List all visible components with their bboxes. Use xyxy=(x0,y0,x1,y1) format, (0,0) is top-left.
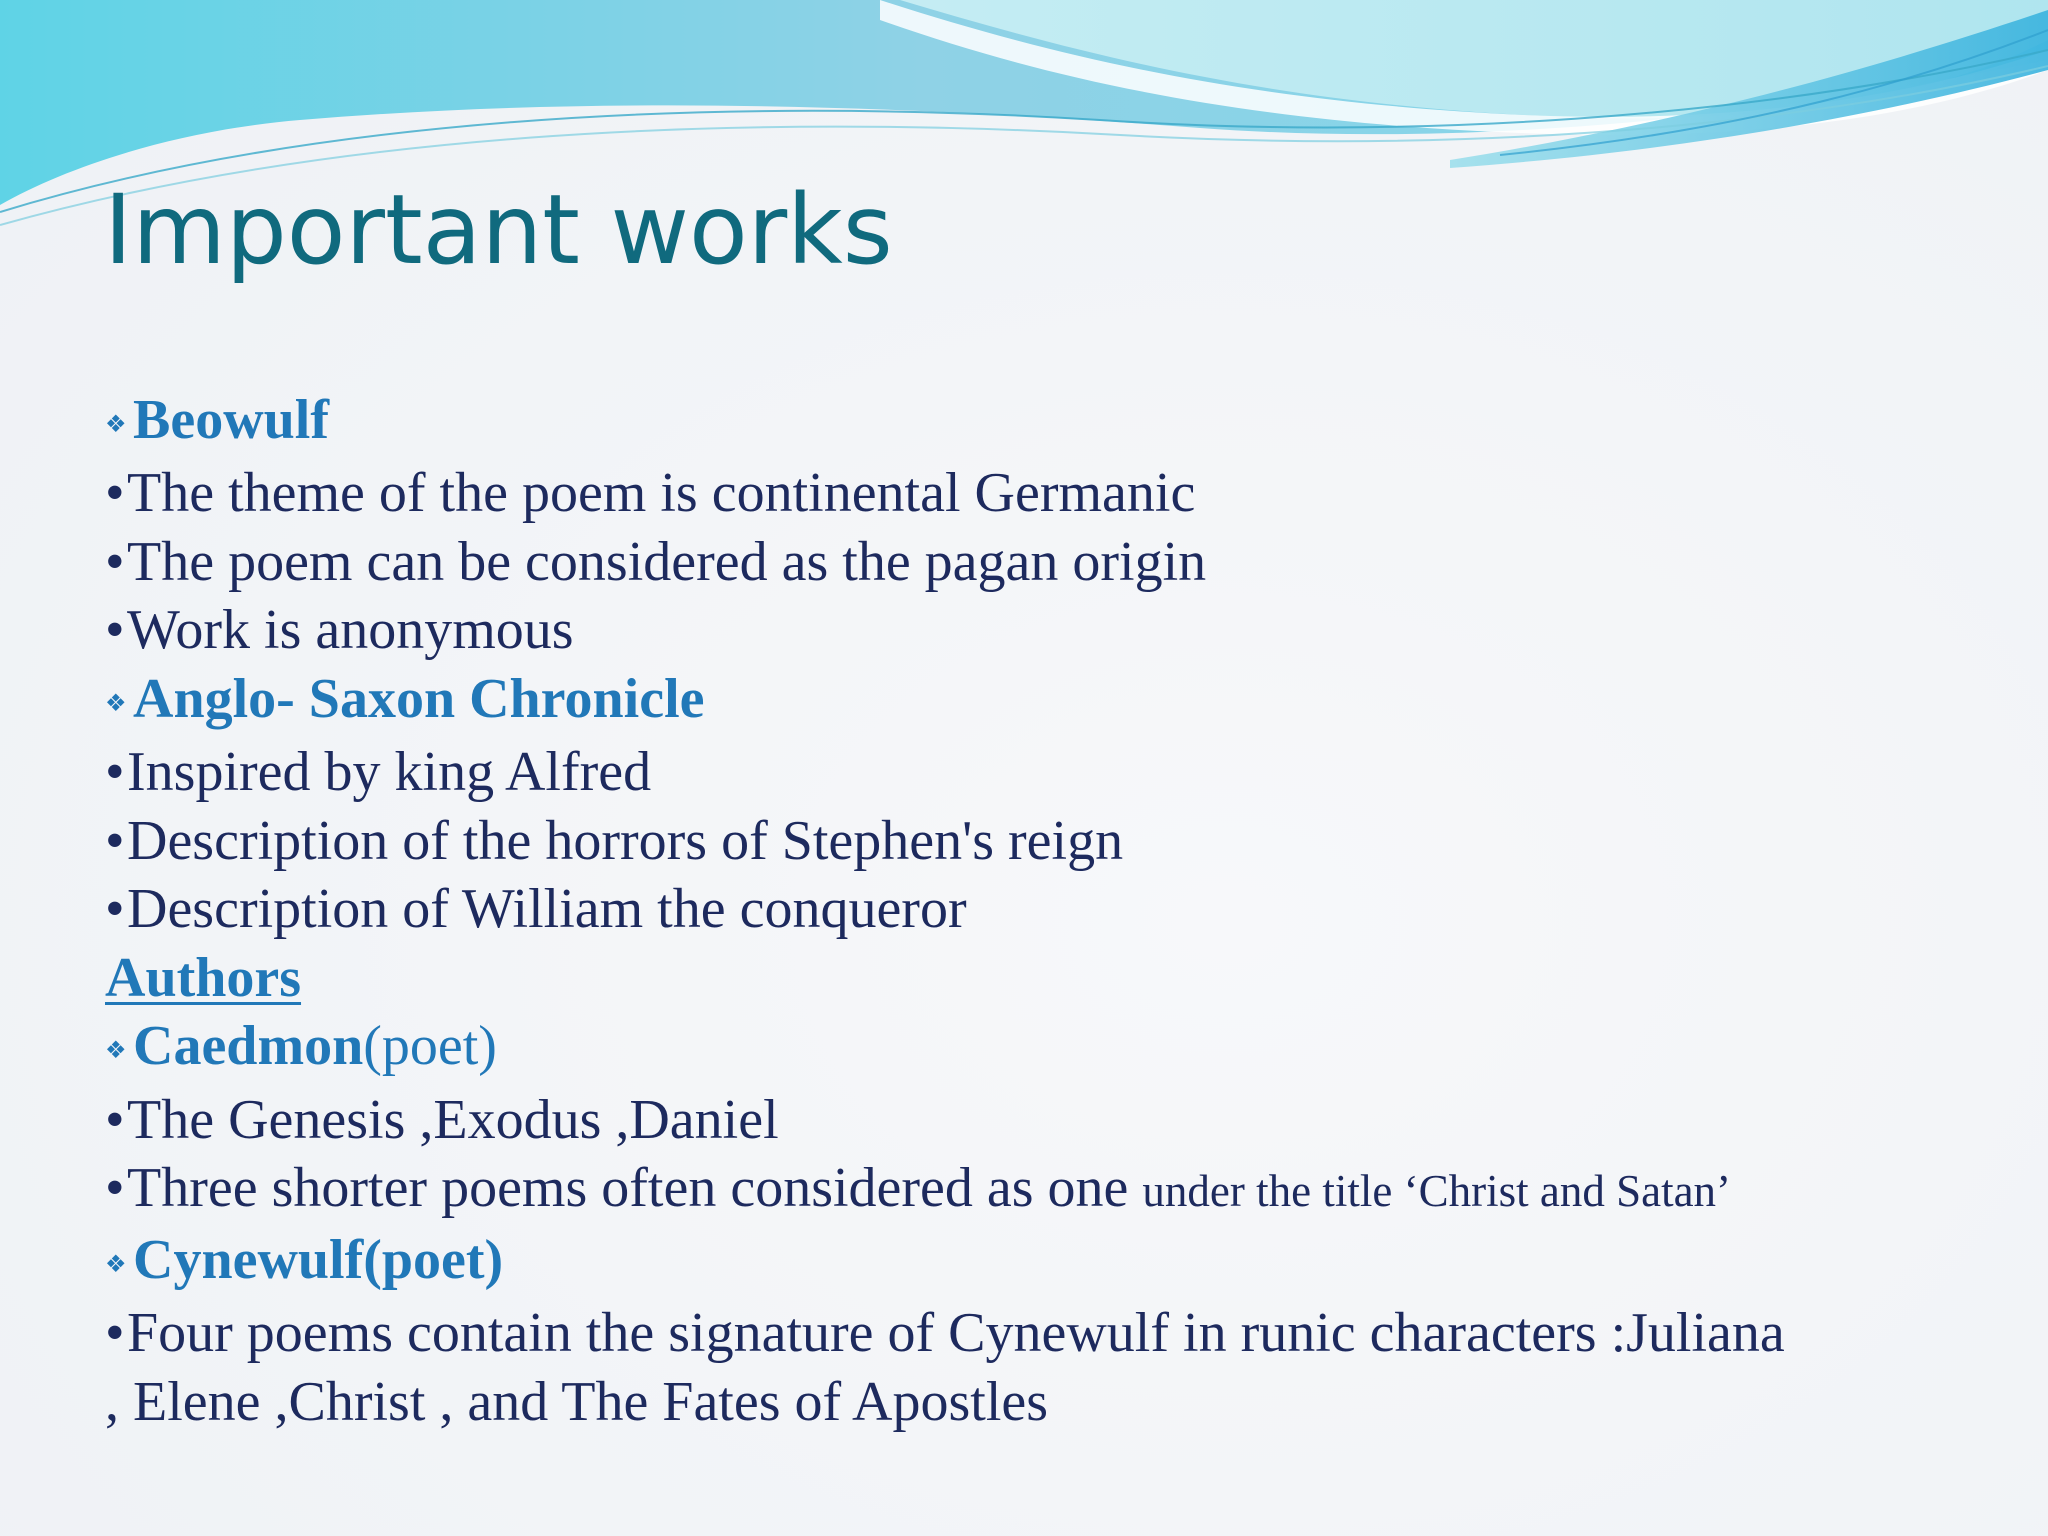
round-bullet-icon: • xyxy=(105,1088,125,1151)
round-bullet-icon: • xyxy=(105,530,125,593)
round-bullet-icon: • xyxy=(105,809,125,872)
list-item: •The theme of the poem is continental Germanic xyxy=(105,459,2005,528)
four-diamond-bullet-icon: ❖ xyxy=(105,1251,127,1278)
four-diamond-bullet-icon: ❖ xyxy=(105,1038,127,1065)
list-item: •The poem can be considered as the pagan origin xyxy=(105,528,2005,597)
round-bullet-icon: • xyxy=(105,462,125,525)
list-item-continuation: , Elene ,Christ , and The Fates of Apostles xyxy=(105,1370,1049,1433)
round-bullet-icon: • xyxy=(105,741,125,804)
round-bullet-icon: • xyxy=(105,599,125,662)
caedmon-role: (poet) xyxy=(363,1015,497,1078)
list-item: •Description of William the conqueror xyxy=(105,875,2005,944)
round-bullet-icon: • xyxy=(105,878,125,941)
slide-body xyxy=(105,386,2005,1436)
round-bullet-icon: • xyxy=(105,1302,125,1365)
section-heading-chronicle: ❖ Anglo- Saxon Chronicle xyxy=(105,665,2005,738)
page-title: Important works xyxy=(104,174,893,286)
list-item: •Work is anonymous xyxy=(105,596,2005,665)
list-item: •The Genesis ,Exodus ,Daniel xyxy=(105,1086,2005,1155)
four-diamond-bullet-icon: ❖ xyxy=(105,690,127,717)
authors-heading: Authors xyxy=(105,946,302,1009)
four-diamond-bullet-icon: ❖ xyxy=(105,411,127,438)
list-item: •Four poems contain the signature of Cynewulf in runic characters :Juliana xyxy=(105,1299,2005,1368)
list-item: •Three shorter poems often considered as one under the title ‘Christ and Satan’ xyxy=(105,1154,2005,1226)
round-bullet-icon: • xyxy=(105,1157,125,1220)
list-item: •Description of the horrors of Stephen's reign xyxy=(105,807,2005,876)
section-heading-caedmon: ❖ Caedmon(poet) xyxy=(105,1012,2005,1085)
section-heading-cynewulf: ❖ Cynewulf(poet) xyxy=(105,1226,2005,1299)
list-item: •Inspired by king Alfred xyxy=(105,738,2005,807)
section-heading-beowulf: ❖ Beowulf xyxy=(105,386,2005,459)
